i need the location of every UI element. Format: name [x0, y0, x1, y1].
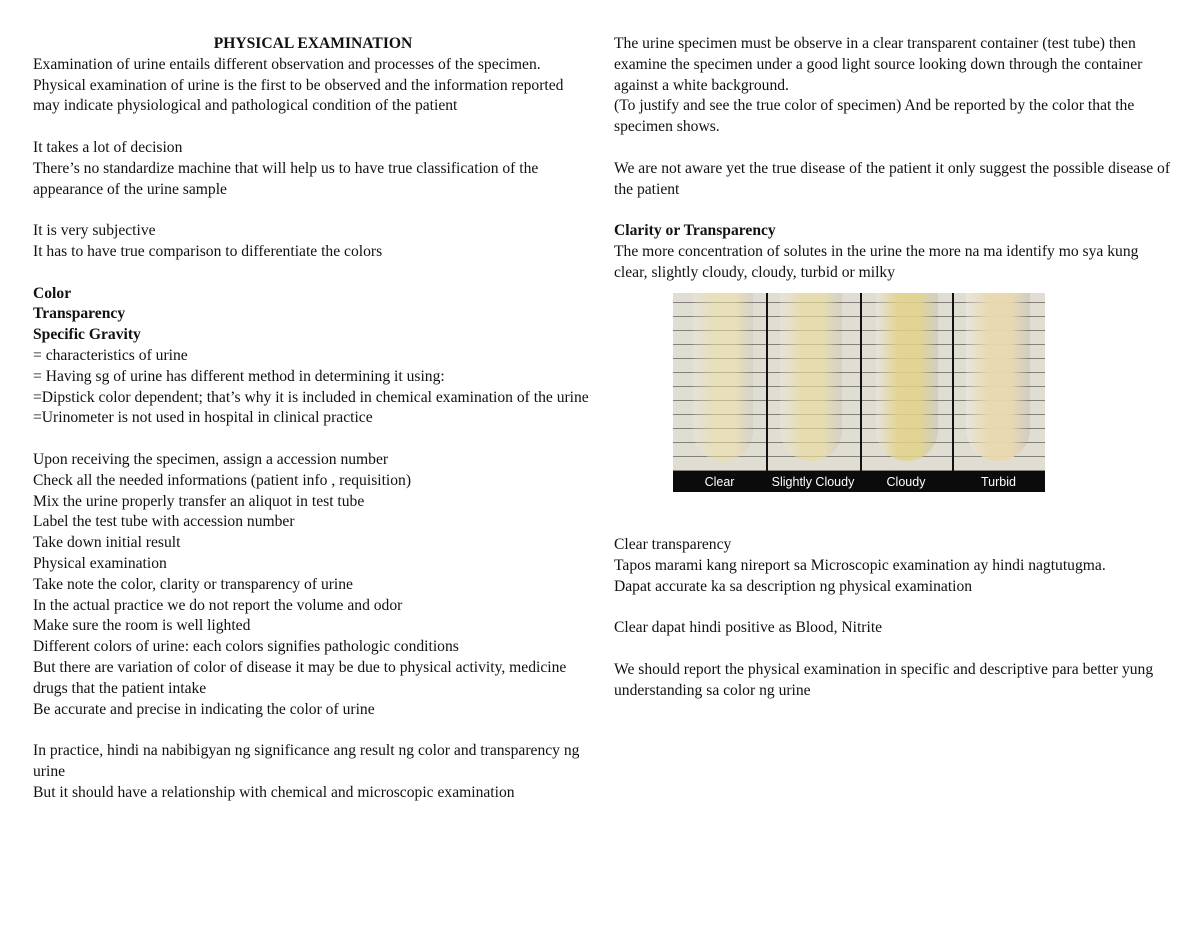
paragraph: The urine specimen must be observe in a clear transparent container (test tube) then examine the specimen under a good light source looking down through the container against a white background.	[614, 35, 1143, 94]
tube-panel-turbid	[954, 293, 1045, 471]
list-item: =Urinometer is not used in hospital in clinical practice	[33, 409, 373, 427]
tube-clear	[693, 293, 753, 461]
heading-transparency: Transparency	[33, 305, 126, 323]
tube-slightly-cloudy	[780, 293, 842, 461]
list-item: Take down initial result	[33, 534, 181, 552]
list-item: = Having sg of urine has different method in determining it using:	[33, 367, 445, 385]
heading-color: Color	[33, 284, 72, 302]
paragraph: It is very subjective	[33, 222, 156, 240]
tube-panel-cloudy	[862, 293, 952, 471]
paragraph: In practice, hindi na nabibigyan ng significance ang result ng color and transparency ng urine	[33, 742, 580, 780]
paragraph: We are not aware yet the true disease of the patient it only suggest the possible disease of the patient	[614, 159, 1171, 198]
list-item: Label the test tube with accession number	[33, 513, 295, 531]
paragraph: (To justify and see the true color of specimen) And be reported by the color that the specimen shows.	[614, 97, 1135, 136]
paragraph: There’s no standardize machine that will help us to have true classification of the appearance of the urine sample	[33, 159, 539, 198]
tube-panel-slightly-cloudy	[768, 293, 860, 471]
paragraph: Clear transparency	[614, 536, 732, 553]
paragraph: But it should have a relationship with chemical and microscopic examination	[33, 783, 515, 801]
list-item: In the actual practice we do not report the volume and odor	[33, 596, 403, 614]
tube-panel-clear	[673, 293, 766, 471]
paragraph: Clear dapat hindi positive as Blood, Nitrite	[614, 619, 883, 637]
paragraph: It has to have true comparison to differentiate the colors	[33, 242, 383, 260]
tube-cloudy	[876, 293, 938, 461]
caption-turbid: Turbid	[981, 475, 1016, 489]
tube-turbid	[966, 293, 1030, 461]
list-item: = characteristics of urine	[33, 346, 188, 364]
list-item: Physical examination	[33, 554, 167, 572]
right-column	[614, 34, 1174, 284]
list-item: Mix the urine properly transfer an aliquot in test tube	[33, 492, 365, 510]
heading-clarity: Clarity or Transparency	[614, 222, 776, 240]
caption-cloudy: Cloudy	[886, 475, 926, 489]
paragraph: Dapat accurate ka sa description ng physical examination	[614, 577, 973, 595]
list-item: Take note the color, clarity or transparency of urine	[33, 575, 353, 593]
paragraph: Tapos marami kang nireport sa Microscopic examination ay hindi nagtutugma.	[614, 556, 1106, 574]
intro-paragraph: Examination of urine entails different observation and processes of the specimen. Physical examination of urine is the first to be observed and the information reported may indicate physiological and pathological condition of the patient	[33, 55, 564, 115]
list-item: Be accurate and precise in indicating the color of urine	[33, 700, 375, 718]
list-item: Make sure the room is well lighted	[33, 617, 251, 635]
urine-clarity-figure	[673, 293, 1045, 492]
list-item: Check all the needed informations (patient info , requisition)	[33, 471, 412, 489]
paragraph: The more concentration of solutes in the urine the more na ma identify mo sya kung clear, slightly cloudy, cloudy, turbid or milky	[614, 242, 1139, 281]
list-item: Upon receiving the specimen, assign a accession number	[33, 450, 389, 468]
list-item: =Dipstick color dependent; that’s why it is included in chemical examination of the urine	[33, 388, 589, 406]
heading-specific-gravity: Specific Gravity	[33, 326, 141, 344]
caption-slightly-cloudy: Slightly Cloudy	[771, 475, 855, 489]
list-item: Different colors of urine: each colors signifies pathologic conditions	[33, 638, 459, 656]
paragraph: We should report the physical examination in specific and descriptive para better yung understanding sa color ng urine	[614, 660, 1154, 699]
caption-bar	[673, 471, 1045, 492]
left-column	[33, 34, 593, 803]
page-title: PHYSICAL EXAMINATION	[213, 35, 413, 52]
caption-clear: Clear	[704, 475, 735, 489]
paragraph: It takes a lot of decision	[33, 138, 183, 156]
right-column-lower	[614, 535, 1174, 701]
list-item: But there are variation of color of disease it may be due to physical activity, medicine drugs that the patient intake	[33, 658, 567, 697]
